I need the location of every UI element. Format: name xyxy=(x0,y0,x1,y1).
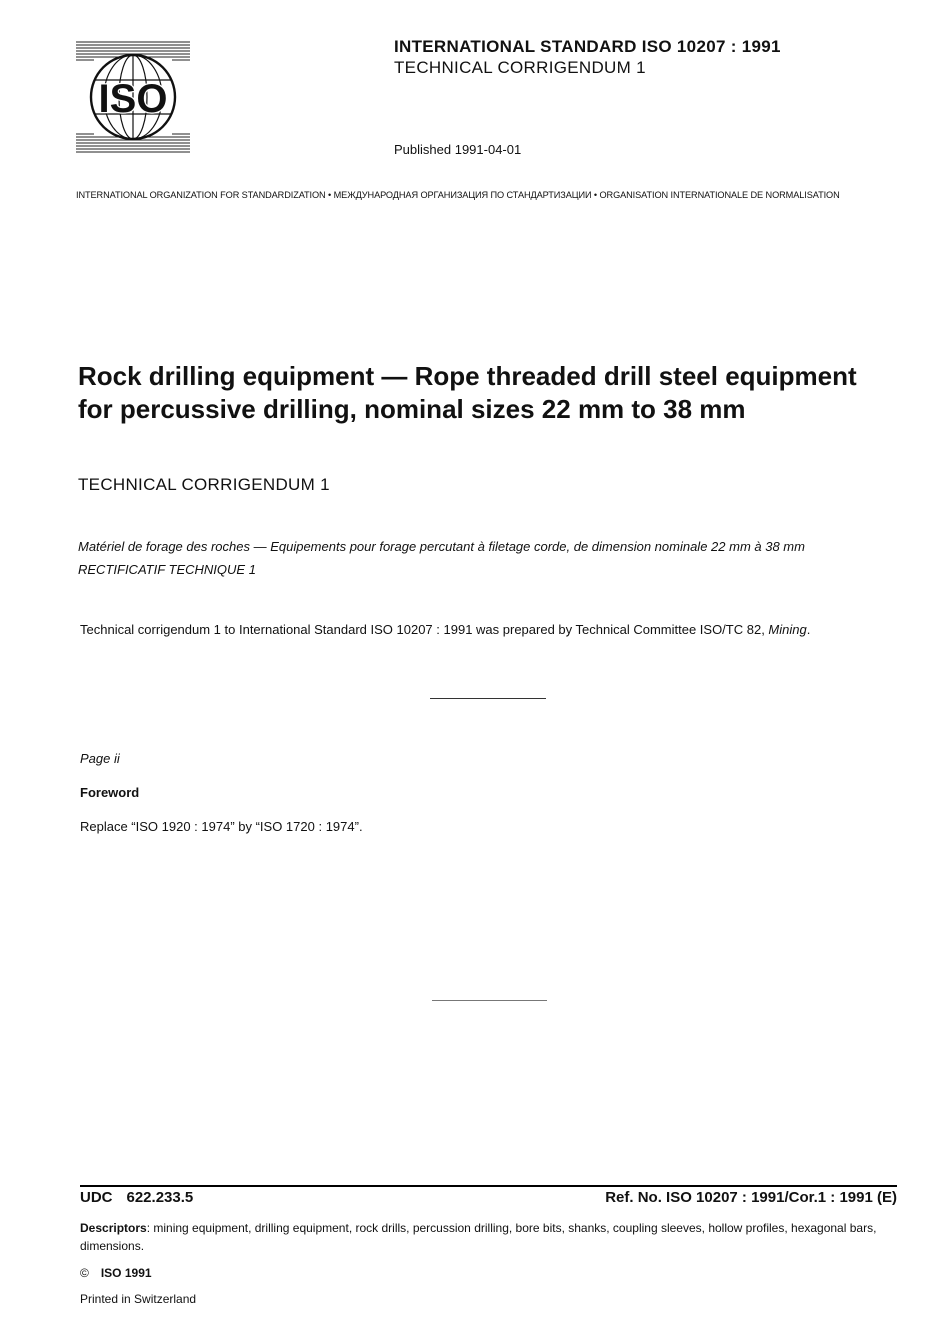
published-date: Published 1991-04-01 xyxy=(394,142,522,157)
correction-instruction: Replace “ISO 1920 : 1974” by “ISO 1720 : 1974”. xyxy=(80,819,363,834)
document-title: Rock drilling equipment — Rope threaded drill steel equipment for percussive drilling, nominal sizes 22 mm to 38 mm xyxy=(78,361,857,424)
intro-paragraph xyxy=(80,622,910,637)
french-title: Matériel de forage des roches — Equipements pour forage percutant à filetage corde, de dimension nominale 22 mm à 38 mm xyxy=(78,539,805,554)
svg-text:ISO: ISO xyxy=(98,77,168,121)
udc-label: UDC xyxy=(80,1189,113,1206)
page-reference: Page ii xyxy=(80,751,120,766)
descriptors-list: : mining equipment, drilling equipment, rock drills, percussion drilling, bore bits, shanks, coupling sleeves, hollow profiles, hexagonal bars, dimensions. xyxy=(80,1221,877,1253)
french-subtitle: RECTIFICATIF TECHNIQUE 1 xyxy=(78,562,256,577)
intro-text: Technical corrigendum 1 to International Standard ISO 10207 : 1991 was prepared by Technical Committee ISO/TC 82, xyxy=(80,622,769,637)
intro-committee: Mining xyxy=(768,622,807,637)
printed-in: Printed in Switzerland xyxy=(80,1292,197,1306)
footer-rule xyxy=(80,1185,897,1187)
separator-rule xyxy=(430,698,546,699)
intro-end: . xyxy=(806,622,811,637)
descriptors-label: Descriptors xyxy=(80,1221,147,1235)
section-heading: Foreword xyxy=(80,785,140,800)
udc-value: 622.233.5 xyxy=(126,1189,194,1206)
descriptors xyxy=(80,1219,898,1255)
corrigendum-label: TECHNICAL CORRIGENDUM 1 xyxy=(394,58,646,77)
organization-line: INTERNATIONAL ORGANIZATION FOR STANDARDIZATION • МЕЖДУНАРОДНАЯ ОРГАНИЗАЦИЯ ПО СТАНДАРТИЗАЦИИ • ORGANISATION INTERNATIONALE DE NORMALISATION xyxy=(76,190,840,200)
separator-rule xyxy=(432,1000,547,1001)
copyright-text: ISO 1991 xyxy=(100,1266,152,1280)
udc-code xyxy=(80,1189,193,1206)
copyright xyxy=(80,1266,152,1280)
french-title-block xyxy=(78,535,908,581)
document-subtitle: TECHNICAL CORRIGENDUM 1 xyxy=(78,475,330,494)
reference-number: Ref. No. ISO 10207 : 1991/Cor.1 : 1991 (E) xyxy=(605,1189,897,1206)
standard-number: INTERNATIONAL STANDARD ISO 10207 : 1991 xyxy=(394,37,781,56)
iso-logo xyxy=(76,40,190,154)
copyright-symbol: © xyxy=(80,1266,89,1280)
